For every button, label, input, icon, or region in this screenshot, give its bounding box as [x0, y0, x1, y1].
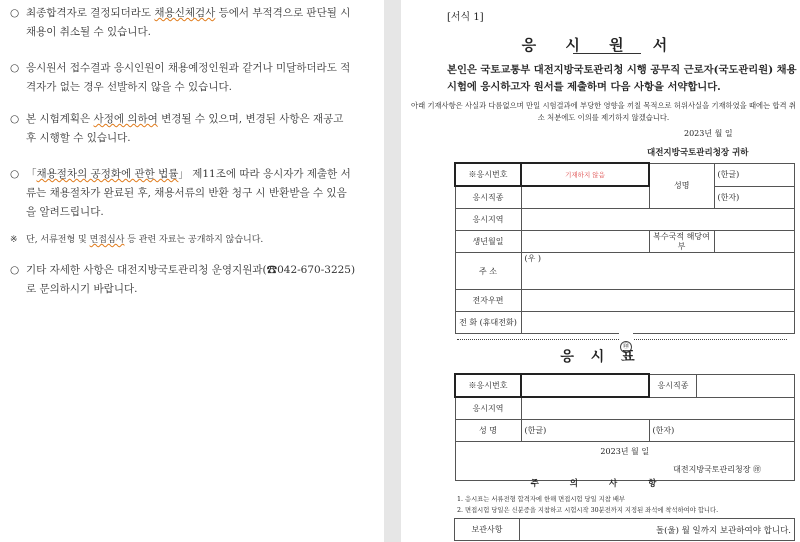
keep-text: 돌(울) 월 일까지 보관하여야 합니다.: [520, 519, 795, 541]
job-label: 응시직종: [455, 186, 521, 209]
list-item: ○ 최종합격자로 결정되더라도 채용신체검사 등에서 부적격으로 판단될 시 채용이 취소될 수 있습니다.: [10, 7, 351, 38]
ticket-date: 2023년 월 일: [600, 447, 650, 456]
multi-nationality-label: 복수국적 해당여부: [649, 231, 714, 253]
phone-field[interactable]: [521, 312, 795, 334]
ticket-exam-no-label: ※응시번호: [455, 374, 521, 397]
ticket-name-hanja[interactable]: (한자): [649, 420, 795, 442]
keep-table: [454, 518, 795, 541]
address-field[interactable]: (우 ): [521, 253, 795, 290]
dob-label: 생년월일: [455, 231, 521, 253]
page-title: 응 시 원 서: [521, 36, 680, 54]
right-page: [401, 0, 800, 542]
ticket-exam-no-field[interactable]: [521, 374, 649, 397]
ticket-table: [454, 373, 795, 481]
email-label: 전자우편: [455, 290, 521, 312]
exam-no-field: 기재하지 않음: [521, 163, 649, 186]
ticket-issuer: 대전지방국토관리청장 ㊞: [673, 465, 761, 474]
job-field[interactable]: [521, 186, 649, 209]
name-korean-field[interactable]: (한글): [714, 163, 795, 186]
seal-icon: ㊞: [620, 341, 632, 353]
application-date: 2023년 월 일: [684, 129, 733, 138]
notice-title: 주 의 사 항: [530, 479, 671, 489]
ticket-job-label: 응시직종: [649, 374, 697, 397]
declaration-note: 아래 기재사항은 사실과 다름없으며 만일 시험결과에 부당한 영향을 끼칠 목적으로 허위사실을 기재하였을 때에는 합격 취소 처분에도 이의를 제기하지 않겠습니다.: [411, 101, 796, 122]
ticket-title: 응 시 표: [560, 349, 641, 365]
email-field[interactable]: [521, 290, 795, 312]
address-label: 주 소: [455, 253, 521, 290]
list-item: ○ 기타 자세한 사항은 대전지방국토관리청 운영지원과(☎042-670-3225)로 문의하시기 바랍니다.: [10, 264, 356, 295]
title-underline: [573, 53, 641, 54]
list-item: ○ 응시원서 접수결과 응시인원이 채용예정인원과 같거나 미달하더라도 적격자가 없는 경우 선발하지 않을 수 있습니다.: [10, 62, 351, 93]
list-item: ○ 본 시험계획은 사정에 의하여 변경될 수 있으며, 변경된 사항은 재공고 후 시행할 수 있습니다.: [10, 113, 344, 144]
list-item: ※ 단, 서류전형 및 면접심사 등 관련 자료는 공개하지 않습니다.: [10, 235, 264, 245]
phone-label: 전 화 (휴대전화): [455, 312, 521, 334]
multi-nationality-field[interactable]: [714, 231, 795, 253]
ticket-issue-box: [455, 442, 795, 481]
issuer: 대전지방국토관리청장 귀하: [647, 148, 749, 158]
ticket-region-field[interactable]: [521, 397, 795, 420]
form-number: [서식 1]: [447, 12, 484, 23]
ticket-region-label: 응시지역: [455, 397, 521, 420]
keep-label: 보관사항: [455, 519, 520, 541]
notice-item: 1. 응시표는 서류전형 합격자에 한해 면접시험 당일 지참 배부: [457, 496, 626, 503]
ticket-name-label: 성 명: [455, 420, 521, 442]
dob-field[interactable]: [521, 231, 649, 253]
exam-no-label: ※응시번호: [455, 163, 521, 186]
name-hanja-field[interactable]: (한자): [714, 186, 795, 209]
name-label: 성명: [649, 163, 714, 209]
application-form-table: [454, 162, 795, 334]
notice-item: 2. 면접시험 당일은 신분증을 지참하고 시험시작 30분전까지 지정된 좌석에 착석하여야 합니다.: [457, 507, 719, 514]
region-field[interactable]: [521, 209, 795, 231]
ticket-job-field[interactable]: [697, 374, 795, 397]
declaration: 본인은 국토교통부 대전지방국토관리청 시행 공무직 근로자(국도관리원) 채용시험에 응시하고자 원서를 제출하며 다음 사항을 서약합니다.: [447, 64, 797, 93]
region-label: 응시지역: [455, 209, 521, 231]
left-page: [0, 0, 384, 542]
ticket-name-korean[interactable]: (한글): [521, 420, 649, 442]
list-item: ○ 「채용절차의 공정화에 관한 법률」 제11조에 따라 응시자가 제출한 서류는 채용절차가 완료된 후, 채용서류의 반환 청구 시 반환받을 수 있음을 알려드립니다.: [10, 168, 351, 218]
